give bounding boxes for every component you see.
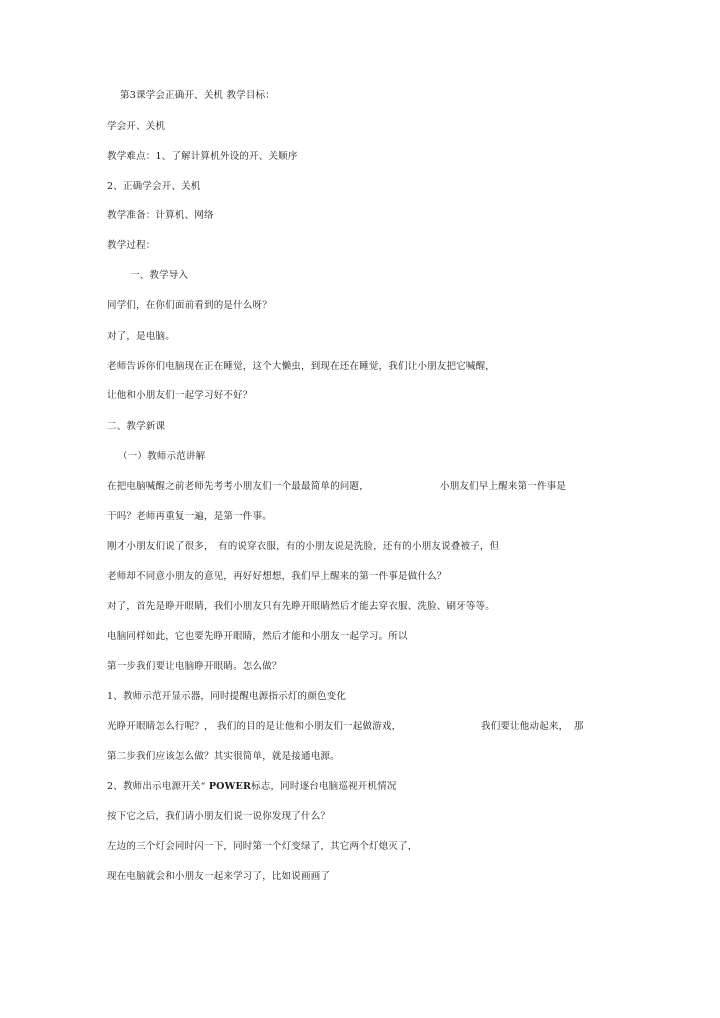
paragraph-line: 老师告诉你们电脑现在正在睡觉，这个大懒虫，到现在还在睡觉，我们让小朋友把它喊醒，	[107, 361, 496, 372]
paragraph-line: 对了，是电脑。	[107, 331, 175, 342]
step-one-line: 1、教师示范开显示器，同时提醒电源指示灯的颜色变化	[107, 691, 347, 702]
text-segment: 2、教师出示电源开关“	[107, 781, 209, 792]
difficulty-line-1: 教学难点：1、了解计算机外设的开、关顺序	[107, 151, 298, 162]
difficulty-line-2: 2、正确学会开、关机	[107, 181, 201, 192]
paragraph-line: 按下它之后，我们请小朋友们说一说你发现了什么？	[107, 811, 331, 822]
step-two-line	[107, 781, 397, 793]
text-segment: 小朋友们早上醒来第一件事是	[440, 481, 567, 492]
paragraph-line: 干吗？老师再重复一遍，是第一件事。	[107, 511, 272, 522]
lesson-title: 第3课学会正确开、关机 教学目标：	[120, 90, 275, 101]
text-segment: 光睁开眼睛怎么行呢？，	[107, 721, 214, 732]
objective-text: 学会开、关机	[107, 121, 166, 132]
text-segment: 在把电脑喊醒之前老师先考考小朋友们一个最最简单的问题，	[107, 481, 369, 492]
text-segment: 那	[574, 721, 584, 732]
paragraph-line: 左边的三个灯会同时闪一下，同时第一个灯变绿了，其它两个灯熄灭了，	[107, 841, 418, 852]
paragraph-line	[107, 481, 587, 493]
paragraph-line: 第二步我们应该怎么做？其实很简单，就是接通电源。	[107, 751, 340, 762]
power-label: POWER	[208, 781, 252, 792]
paragraph-line: 第一步我们要让电脑睁开眼睛。怎么做？	[107, 661, 282, 672]
paragraph-line: 对了，首先是睁开眼睛，我们小朋友只有先睁开眼睛然后才能去穿衣服、洗脸、刷牙等等。	[107, 601, 496, 612]
paragraph-line: 老师却不同意小朋友的意见，再好好想想，我们早上醒来的第一件事是做什么？	[107, 571, 447, 582]
paragraph-line: 同学们，在你们面前看到的是什么呀？	[107, 300, 272, 311]
section-heading-new-lesson: 二、教学新课	[107, 421, 166, 432]
text-segment: 标志，同时逐台电脑巡视开机情况	[251, 781, 397, 792]
paragraph-line	[107, 541, 527, 553]
process-heading: 教学过程：	[107, 240, 156, 251]
paragraph-line	[107, 721, 587, 733]
paragraph-line: 现在电脑就会和小朋友一起来学习了，比如说画画了	[107, 871, 331, 882]
text-segment: 我们要让他动起来，	[481, 721, 569, 732]
text-segment: 有的说穿衣服，有的小朋友说是洗脸，还有的小朋友说叠被子，但	[218, 541, 500, 552]
text-segment: 刚才小朋友们说了很多，	[107, 541, 214, 552]
paragraph-line: 让他和小朋友们一起学习好不好？	[107, 390, 253, 401]
paragraph-line: 电脑同样如此，它也要先睁开眼睛，然后才能和小朋友一起学习。所以	[107, 631, 408, 642]
text-segment: 我们的目的是让他和小朋友们一起做游戏，	[217, 721, 402, 732]
section-heading-intro: 一、教学导入	[130, 270, 189, 281]
preparation-line: 教学准备：计算机、网络	[107, 210, 214, 221]
subsection-heading: （一）教师示范讲解	[118, 451, 206, 462]
